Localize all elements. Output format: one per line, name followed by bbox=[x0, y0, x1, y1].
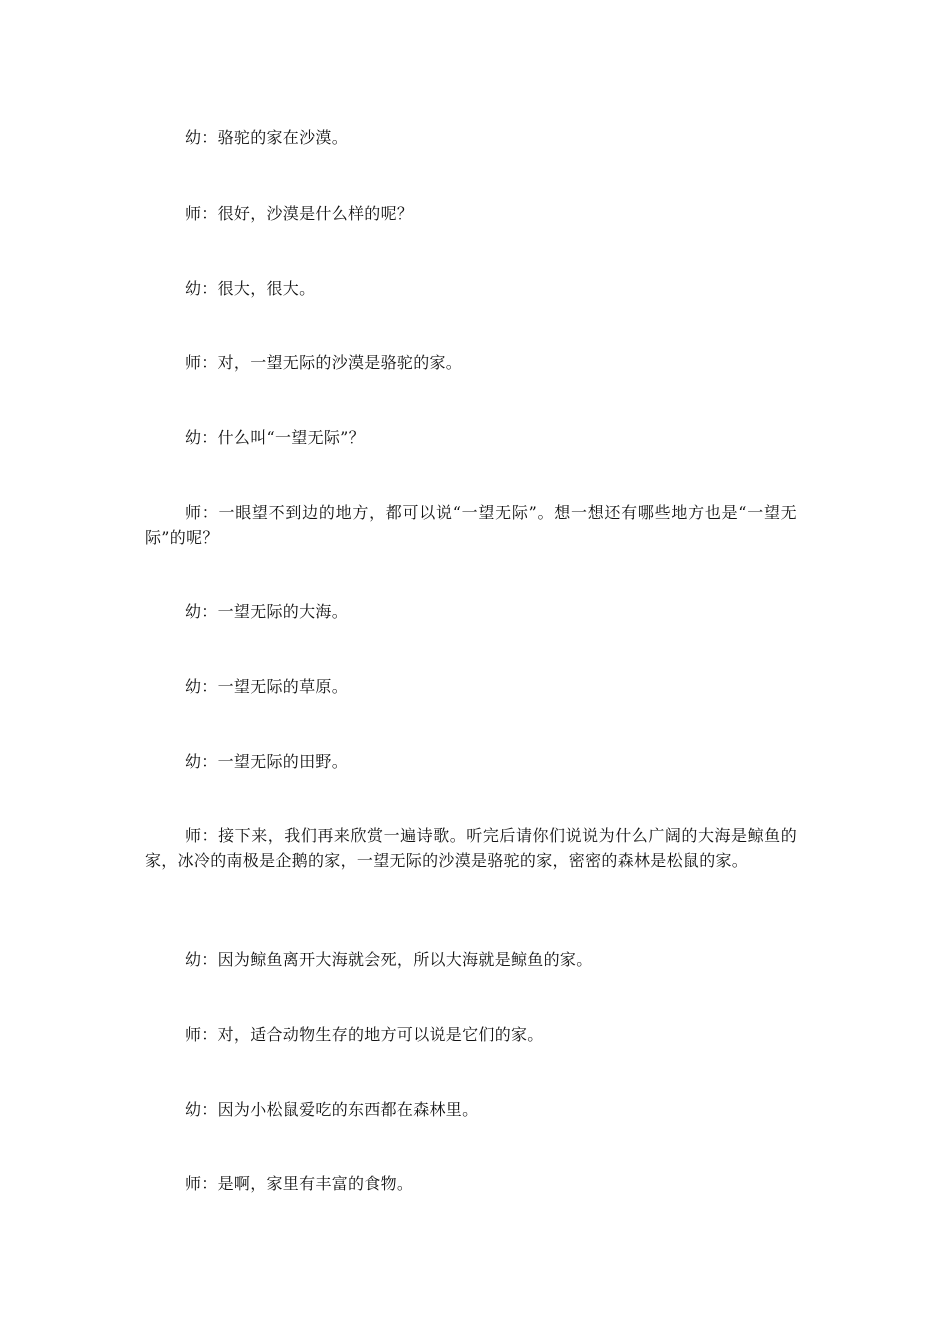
paragraph: 师：很好，沙漠是什么样的呢？ bbox=[185, 204, 414, 223]
paragraph: 师：一眼望不到边的地方，都可以说“一望无际”。想一想还有哪些地方也是“一望无际”的呢？ bbox=[145, 503, 797, 547]
paragraph: 幼：一望无际的草原。 bbox=[185, 677, 349, 696]
paragraph: 幼：一望无际的大海。 bbox=[185, 602, 349, 621]
paragraph: 幼：骆驼的家在沙漠。 bbox=[185, 128, 349, 147]
paragraph: 师：对，适合动物生存的地方可以说是它们的家。 bbox=[185, 1025, 544, 1044]
paragraph: 师：是啊，家里有丰富的食物。 bbox=[185, 1174, 414, 1193]
paragraph: 幼：因为小松鼠爱吃的东西都在森林里。 bbox=[185, 1100, 479, 1119]
paragraph: 幼：什么叫“一望无际”？ bbox=[185, 428, 365, 447]
paragraph: 师：接下来，我们再来欣赏一遍诗歌。听完后请你们说说为什么广阔的大海是鲸鱼的家，冰冷的南极是企鹅的家，一望无际的沙漠是骆驼的家，密密的森林是松鼠的家。 bbox=[145, 826, 797, 870]
paragraph: 师：对，一望无际的沙漠是骆驼的家。 bbox=[185, 353, 463, 372]
paragraph: 幼：因为鲸鱼离开大海就会死，所以大海就是鲸鱼的家。 bbox=[185, 950, 593, 969]
paragraph: 幼：很大，很大。 bbox=[185, 279, 316, 298]
paragraph: 幼：一望无际的田野。 bbox=[185, 752, 349, 771]
